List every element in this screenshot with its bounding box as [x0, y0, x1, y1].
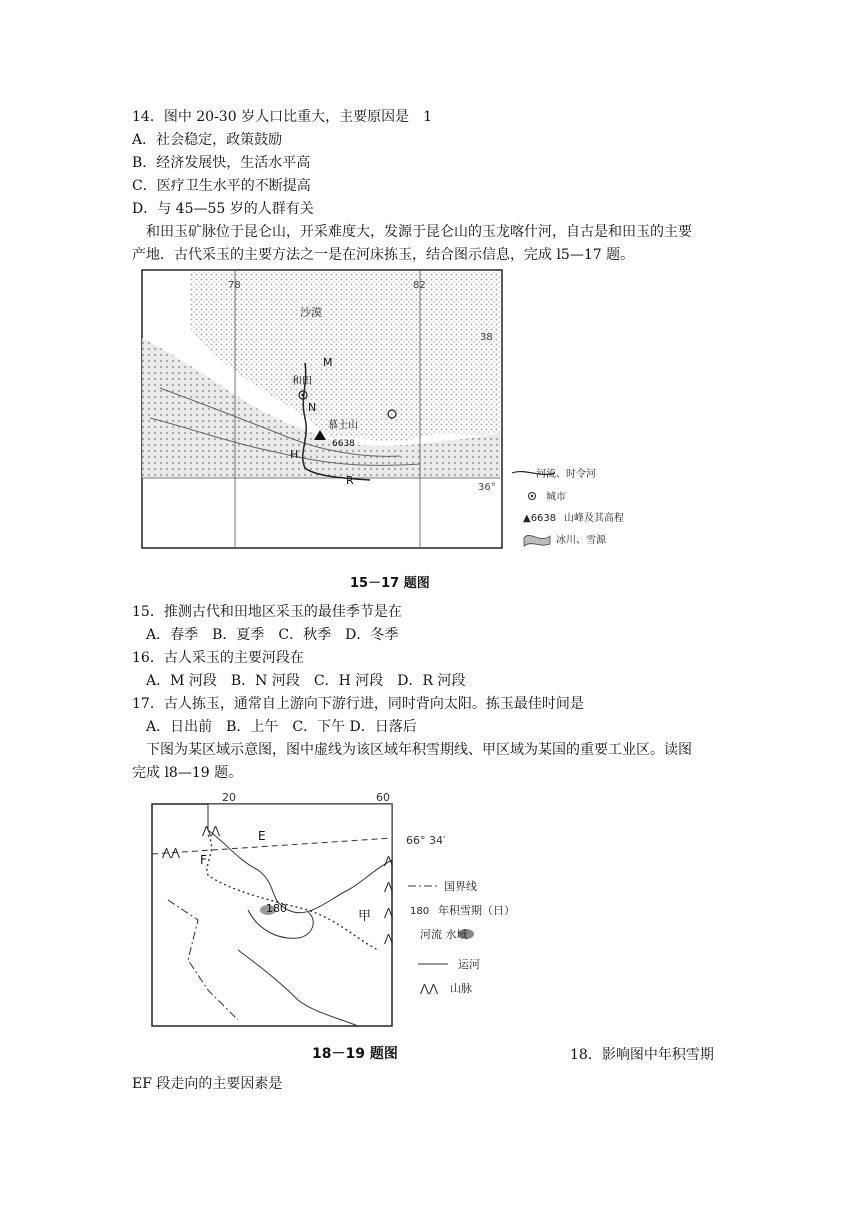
legend-river: 河流、时令河 — [536, 469, 596, 480]
svg-text:⋀⋀: ⋀⋀ — [202, 824, 221, 837]
svg-text:⋀: ⋀ — [384, 906, 394, 919]
q15-options: A．春季 B．夏季 C．秋季 D．冬季 — [146, 627, 399, 643]
map1-lon-left: 78 — [228, 280, 241, 291]
hotan-map — [140, 268, 642, 552]
map1-city: 和田 — [292, 376, 312, 387]
intro2-line2: 完成 l8—19 题。 — [132, 765, 243, 781]
intro1-line1: 和田玉矿脉位于昆仑山，开采难度大，发源于昆仑山的玉龙喀什河，自古是和田玉的主要 — [146, 224, 692, 240]
q14-option-d: D．与 45—55 岁的人群有关 — [132, 201, 314, 217]
map1-lon-right: 82 — [413, 280, 426, 291]
q14-option-a: A．社会稳定，政策鼓励 — [132, 132, 283, 148]
q18-stem-part2: EF 段走向的主要因素是 — [132, 1076, 283, 1092]
region-map — [148, 790, 568, 1030]
q17-options: A．日出前 B．上午 C．下午 D．日落后 — [146, 719, 417, 735]
map1-label-m: M — [323, 356, 333, 369]
map1-label-h: H — [290, 448, 299, 461]
legend-mountain: 山脉 — [450, 982, 472, 995]
q14-stem: 14．图中 20-30 岁人口比重大，主要原因是 1 — [132, 109, 432, 125]
legend-glacier: 冰川、雪源 — [556, 535, 606, 546]
map1-label-r: R — [346, 474, 354, 487]
map1-label-n: N — [308, 401, 317, 414]
legend-snow-value: 180 — [410, 906, 430, 917]
intro1-line2: 产地．古代采玉的主要方法之一是在河床拣玉，结合图示信息，完成 l5—17 题。 — [132, 247, 635, 263]
q18-stem-part1: 18．影响图中年积雪期 — [570, 1047, 714, 1063]
map1-lat-top: 38 — [480, 332, 493, 343]
map2-caption: 18－19 题图 — [312, 1046, 398, 1062]
legend-border: 国界线 — [444, 880, 477, 893]
legend-canal: 运河 — [458, 958, 480, 971]
legend-peak-symbol: ▲6638 — [523, 513, 557, 524]
map1-caption: 15－17 题图 — [350, 576, 430, 591]
q16-options: A．M 河段 B．N 河段 C．H 河段 D．R 河段 — [146, 673, 466, 689]
q17-stem: 17．古人拣玉，通常自上游向下游行进，同时背向太阳。拣玉最佳时间是 — [132, 696, 584, 712]
map2-region: 甲 — [358, 909, 372, 924]
intro2-line1: 下图为某区域示意图，图中虚线为该区域年积雪期线、甲区域为某国的重要工业区。读图 — [146, 742, 692, 758]
q16-stem: 16．古人采玉的主要河段在 — [132, 650, 304, 666]
legend-snow: 年积雪期（日） — [438, 904, 515, 917]
map2-label-e: E — [258, 829, 266, 843]
svg-text:⋀: ⋀ — [384, 932, 394, 945]
q15-stem: 15．推测古代和田地区采玉的最佳季节是在 — [132, 604, 402, 620]
svg-text:⋀⋀: ⋀⋀ — [420, 982, 439, 995]
map2-lon-right: 60 — [376, 791, 390, 804]
map2-lat: 66° 34′ — [406, 834, 446, 847]
svg-text:⋀⋀: ⋀⋀ — [162, 846, 181, 859]
svg-text:⋀: ⋀ — [384, 880, 394, 893]
map1-desert: 沙漠 — [300, 306, 322, 319]
legend-city: 城市 — [546, 492, 566, 503]
legend-peak: 山峰及其高程 — [564, 513, 624, 524]
map2-isoline: 180 — [266, 902, 287, 915]
legend-river: 河流 水域 — [420, 928, 468, 941]
map1-mountain: 慕士山 — [328, 420, 358, 431]
map1-peak: 6638 — [332, 439, 355, 449]
svg-text:⋀: ⋀ — [384, 854, 394, 867]
map2-lon-left: 20 — [222, 791, 236, 804]
q14-option-b: B．经济发展快，生活水平高 — [132, 155, 311, 171]
map1-lat-bottom: 36° — [478, 482, 496, 493]
map2-label-f: F — [200, 853, 207, 867]
q14-option-c: C．医疗卫生水平的不断提高 — [132, 178, 311, 194]
